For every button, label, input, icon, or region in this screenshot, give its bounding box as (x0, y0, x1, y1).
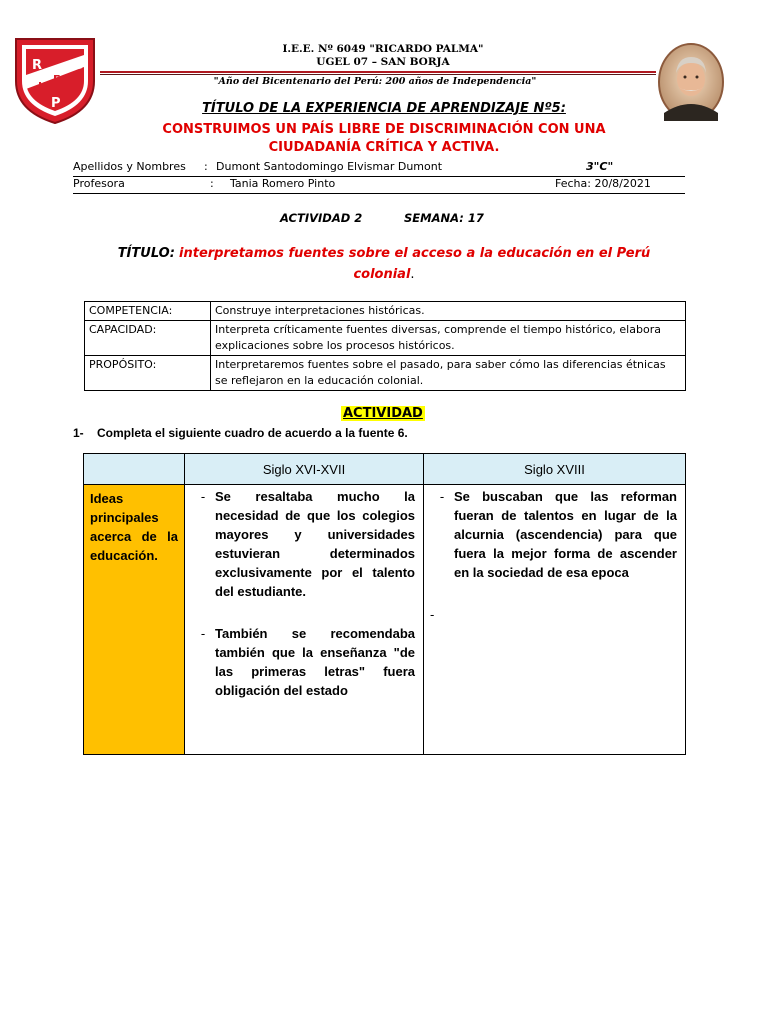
logo-letter: U (38, 80, 47, 93)
list-item (191, 624, 415, 700)
row-label: Ideas principales acerca de la educación. (84, 485, 185, 755)
experience-subtitle: CONSTRUIMOS UN PAÍS LIBRE DE DISCRIMINACIÓN CON UNA (162, 122, 606, 137)
logo-letter: G (72, 58, 83, 73)
teacher-separator: : (210, 177, 214, 190)
week-number: SEMANA: 17 (404, 211, 484, 225)
logo-letter: E (53, 73, 61, 86)
bullet-dash: - (200, 626, 206, 641)
purpose-value: Interpretaremos fuentes sobre el pasado, para saber cómo las diferencias étnicas se reflejaron en la educación colonial. (211, 356, 686, 391)
bullet-text: Se buscaban que las reforman fueran de talentos en lugar de la alcurnia (ascendencia) para que fuera la mejor forma de ascender en la sociedad de esa epoca (454, 489, 677, 580)
logo-letter: R (32, 58, 43, 73)
capacity-value: Interpreta críticamente fuentes diversas, comprende el tiempo histórico, elabora explicaciones sobre los procesos históricos. (211, 321, 686, 356)
bullet-dash: - (200, 489, 206, 504)
competencies-table (84, 301, 686, 391)
student-row (73, 159, 685, 177)
header-empty (84, 454, 185, 485)
activity-title (90, 243, 678, 285)
year-motto: "Año del Bicentenario del Perú: 200 años de Independencia" (213, 76, 537, 87)
ugel-name: UGEL 07 – SAN BORJA (316, 56, 450, 68)
teacher-row (73, 176, 685, 194)
table-header-row (84, 454, 686, 485)
list-item (430, 605, 677, 624)
header-divider (100, 71, 656, 73)
purpose-key: PROPÓSITO: (85, 356, 211, 391)
header-siglo-xviii: Siglo XVIII (424, 454, 686, 485)
experience-subtitle: CIUDADANÍA CRÍTICA Y ACTIVA. (268, 140, 500, 155)
capacity-key: CAPACIDAD: (85, 321, 211, 356)
name-separator: : (204, 160, 208, 173)
answer-table (83, 453, 686, 755)
answer-cell-xvi-xvii[interactable] (185, 485, 424, 755)
student-name: Dumont Santodomingo Elvismar Dumont (216, 160, 443, 173)
bullet-text: También se recomendaba también que la enseñanza "de las primeras letras" fuera obligación del estado (215, 626, 415, 698)
list-item (191, 487, 415, 601)
grade: 3"C" (586, 160, 614, 173)
table-row (85, 302, 686, 321)
title-label: TÍTULO: (117, 246, 175, 261)
competency-key: COMPETENCIA: (85, 302, 211, 321)
instruction-text: Completa el siguiente cuadro de acuerdo a la fuente 6. (97, 426, 408, 440)
bullet-text: Se resaltaba mucho la necesidad de que los colegios mayores y universidades estuvieran determinados exclusivamente por el talento del estudiante. (215, 489, 415, 599)
teacher-label: Profesora (73, 177, 125, 190)
competency-value: Construye interpretaciones históricas. (211, 302, 686, 321)
table-row (84, 485, 686, 755)
table-row (85, 356, 686, 391)
title-text: interpretamos fuentes sobre el acceso a la educación en el Perú colonial (179, 246, 651, 282)
experience-title: TÍTULO DE LA EXPERIENCIA DE APRENDIZAJE Nº5: (202, 101, 566, 116)
school-name: I.E.E. Nº 6049 "RICARDO PALMA" (282, 43, 484, 55)
name-label: Apellidos y Nombres (73, 160, 186, 173)
bullet-dash: - (439, 489, 445, 504)
list-item (430, 487, 677, 582)
header-divider (100, 74, 656, 75)
bullet-dash: - (430, 607, 435, 622)
title-period: . (410, 267, 415, 282)
table-row (85, 321, 686, 356)
bullet-text (440, 605, 677, 624)
activity-number: ACTIVIDAD 2 (280, 211, 363, 225)
header-siglo-xvi-xvii: Siglo XVI-XVII (185, 454, 424, 485)
date: Fecha: 20/8/2021 (555, 177, 651, 190)
activity-heading: ACTIVIDAD (343, 406, 423, 421)
logo-letter: P (51, 96, 61, 111)
answer-cell-xviii[interactable] (424, 485, 686, 755)
instruction (73, 426, 408, 440)
teacher-name: Tania Romero Pinto (230, 177, 336, 190)
instruction-number: 1- (73, 426, 84, 440)
